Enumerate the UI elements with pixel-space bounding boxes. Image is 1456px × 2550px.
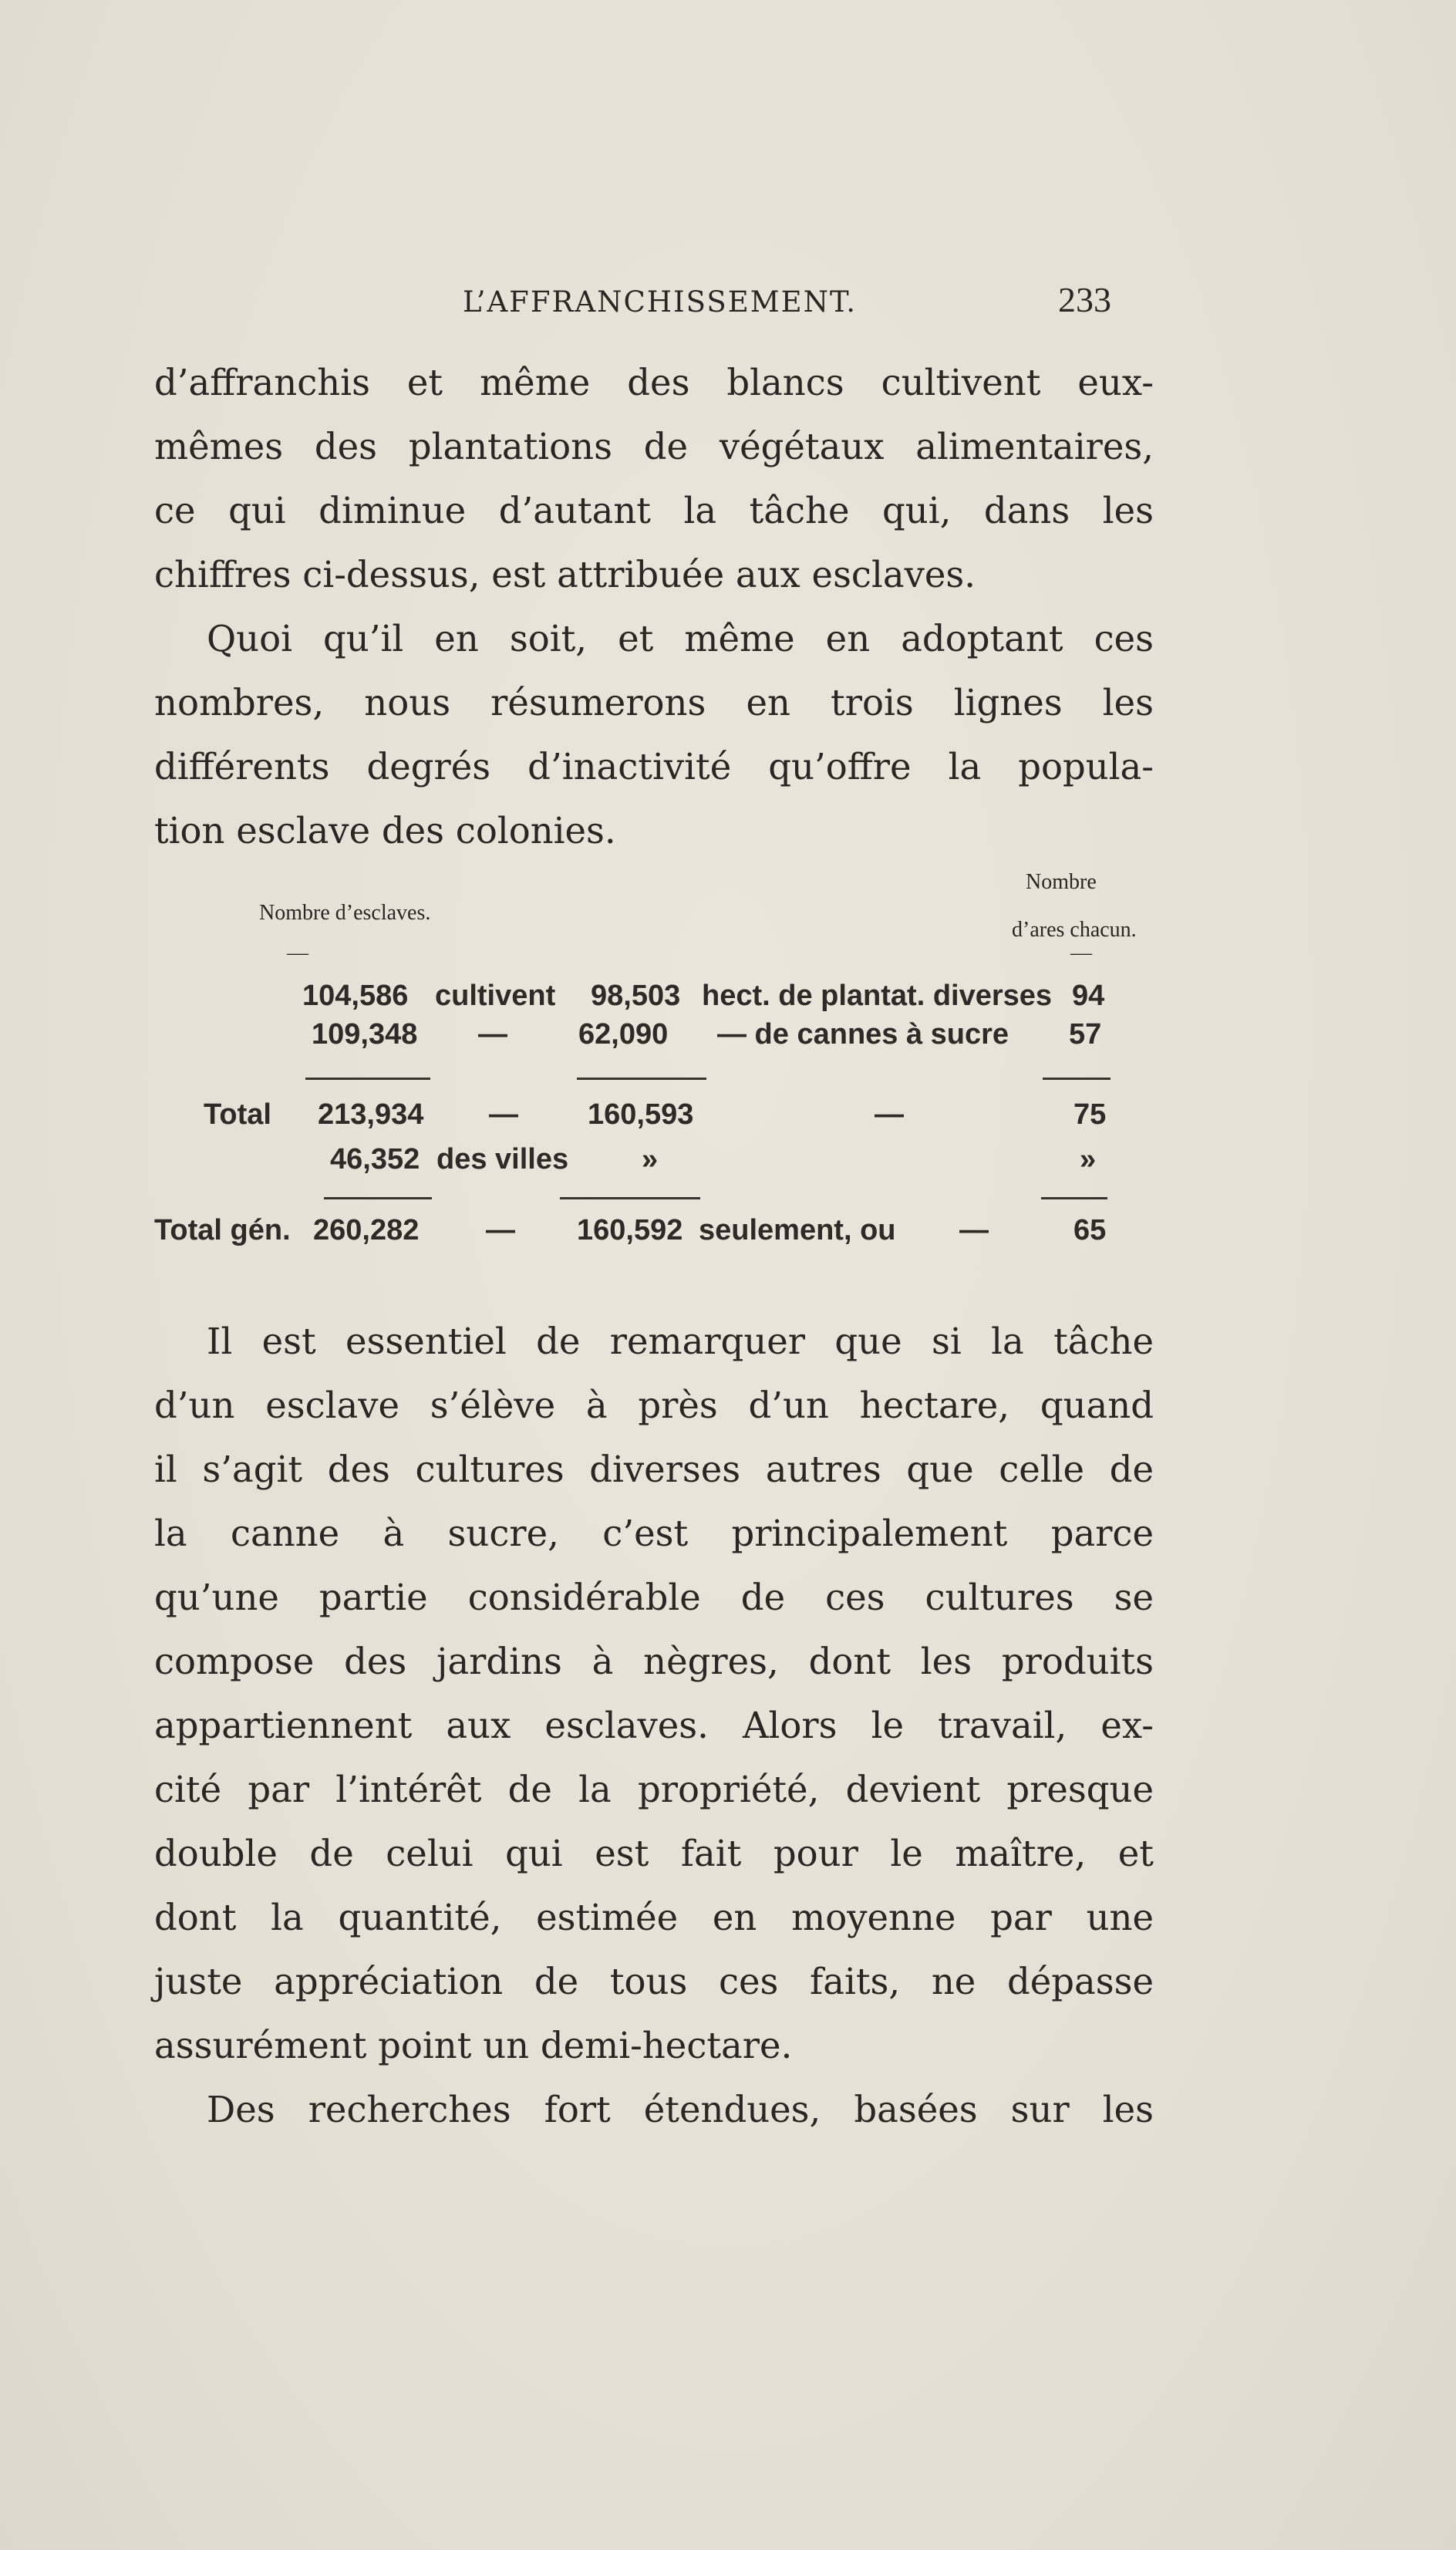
total-rule-2 (560, 1197, 700, 1199)
total-rule-3 (1041, 1197, 1107, 1199)
text-line: assurément point un demi-hectare. (154, 2025, 793, 2066)
row1-ares: 94 (1072, 980, 1105, 1012)
row3-dash: — (875, 1098, 904, 1131)
text-line: la canne à sucre, c’est principalement parce (154, 1513, 1154, 1554)
row4-verb: des villes (436, 1143, 569, 1175)
subtotal-rule-1 (305, 1078, 430, 1080)
running-title: L’AFFRANCHISSEMENT. (463, 285, 857, 319)
paragraph-4 (154, 2078, 1154, 2142)
subtotal-rule-3 (1043, 1078, 1111, 1080)
text-line: cité par l’intérêt de la propriété, devient presque (154, 1769, 1154, 1810)
paragraph-3 (154, 1310, 1154, 2078)
text-line: qu’une partie considérable de ces cultures se (154, 1577, 1154, 1618)
row1-number: 104,586 (302, 980, 409, 1012)
row3-area: 160,593 (588, 1098, 694, 1131)
text-line: d’un esclave s’élève à près d’un hectare, quand (154, 1385, 1154, 1426)
row1-area: 98,503 (591, 980, 681, 1012)
row3-label: Total (204, 1098, 271, 1131)
column-header-slaves: Nombre d’esclaves. (259, 901, 431, 925)
header-dash-right: — (1070, 941, 1092, 965)
row1-desc: hect. de plantat. diverses (702, 980, 1053, 1012)
text-line: compose des jardins à nègres, dont les produits (154, 1641, 1154, 1682)
row4-ares: » (1080, 1143, 1097, 1175)
text-line: Quoi qu’il en soit, et même en adoptant ces (207, 618, 1154, 659)
text-line: différents degrés d’inactivité qu’offre la popula- (154, 746, 1154, 788)
text-line: juste appréciation de tous ces faits, ne dépasse (154, 1961, 1154, 2002)
row2-desc: — de cannes à sucre (717, 1018, 1009, 1051)
text-line: double de celui qui est fait pour le maître, et (154, 1833, 1154, 1874)
row5-verb: — (486, 1214, 515, 1246)
text-line: nombres, nous résumerons en trois lignes les (154, 682, 1154, 724)
row5-number: 260,282 (313, 1214, 420, 1246)
row3-number: 213,934 (318, 1098, 424, 1131)
row5-dash: — (959, 1214, 989, 1246)
text-line: Des recherches fort étendues, basées sur les (207, 2089, 1154, 2130)
text-line: d’affranchis et même des blancs cultivent eux- (154, 362, 1154, 403)
row2-verb: — (478, 1018, 507, 1051)
text-line: Il est essentiel de remarquer que si la tâche (207, 1321, 1154, 1362)
text-line: tion esclave des colonies. (154, 810, 616, 852)
total-rule-1 (324, 1197, 432, 1199)
row5-area: 160,592 (577, 1214, 683, 1246)
text-line: il s’agit des cultures diverses autres que celle de (154, 1449, 1154, 1490)
text-line: appartiennent aux esclaves. Alors le travail, ex- (154, 1705, 1154, 1746)
row3-ares: 75 (1073, 1098, 1107, 1131)
row4-area: » (642, 1143, 659, 1175)
column-header-ares-2: d’ares chacun. (1012, 918, 1137, 942)
text-line: ce qui diminue d’autant la tâche qui, dans les (154, 490, 1154, 531)
text-line: dont la quantité, estimée en moyenne par une (154, 1897, 1154, 1938)
row2-ares: 57 (1069, 1018, 1102, 1051)
row5-ares: 65 (1073, 1214, 1107, 1246)
row1-verb: cultivent (435, 980, 556, 1012)
row2-area: 62,090 (578, 1018, 669, 1051)
page-number: 233 (1058, 280, 1111, 319)
row3-verb: — (489, 1098, 518, 1131)
row2-number: 109,348 (312, 1018, 418, 1051)
row5-label: Total gén. (154, 1214, 291, 1246)
row4-number: 46,352 (330, 1143, 420, 1175)
text-line: chiffres ci-dessus, est attribuée aux esclaves. (154, 554, 976, 595)
header-dash-left: — (287, 941, 308, 965)
subtotal-rule-2 (577, 1078, 706, 1080)
column-header-ares-1: Nombre (1026, 870, 1097, 894)
text-line: mêmes des plantations de végétaux alimentaires, (154, 426, 1154, 467)
row5-desc: seulement, ou (699, 1214, 896, 1246)
